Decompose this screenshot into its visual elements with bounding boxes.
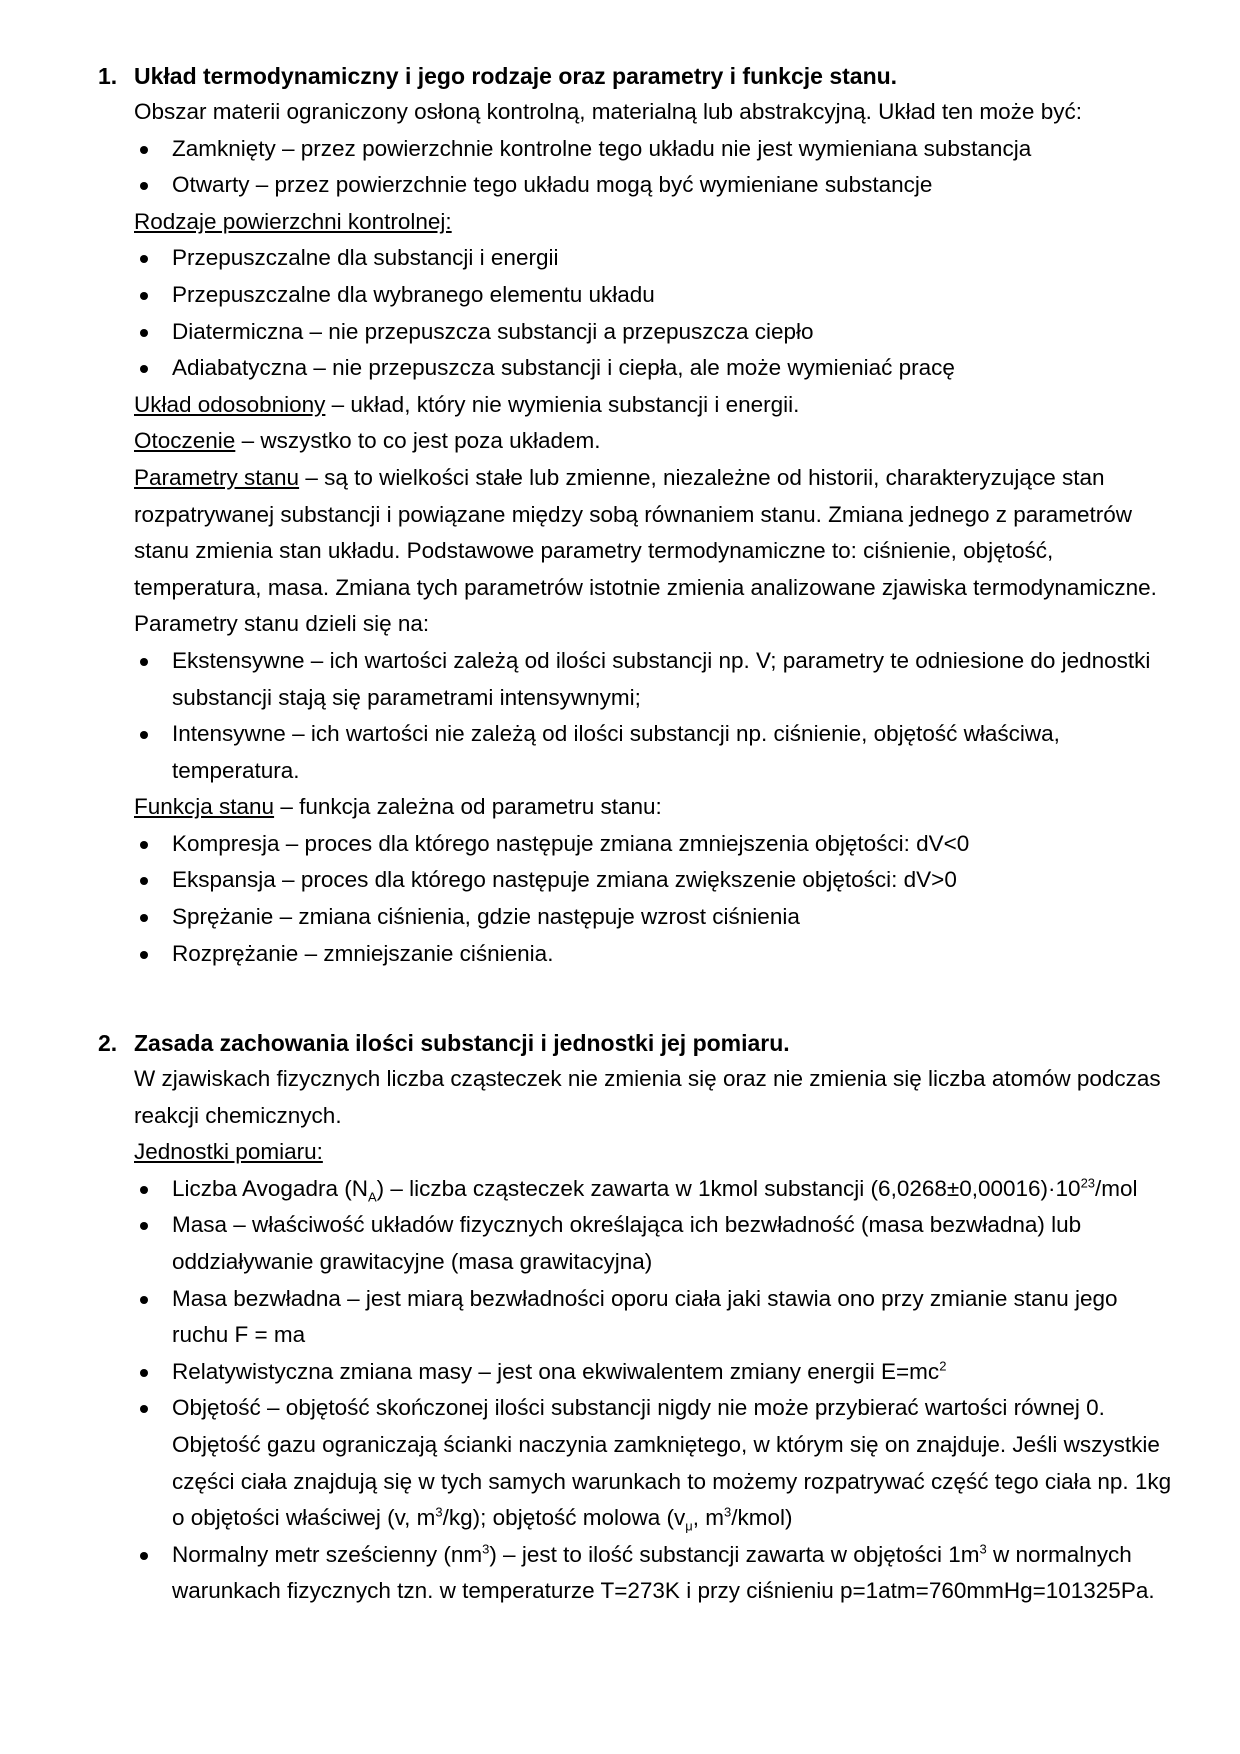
list-item: Otwarty – przez powierzchnie tego układu mogą być wymieniane substancje — [98, 167, 1178, 204]
isolated-system-definition: Układ odosobniony – układ, który nie wymienia substancji i energii. — [134, 391, 800, 417]
isolated-system-term: Układ odosobniony — [134, 391, 326, 417]
bullet-icon — [140, 658, 148, 666]
list-item: Rozprężanie – zmniejszanie ciśnienia. — [98, 936, 1178, 973]
bullet-icon — [140, 255, 148, 263]
list-item-normal-cubic-meter: Normalny metr sześcienny $(nm^3)$ – jest to ilość substancji zawarta w objętości $1m^3$ w normalnych warunkach fizycznych tzn. w temperaturze T=273K i przy ciśnieniu p=1atm=760mmHg=101325Pa. — [98, 1537, 1178, 1610]
list-item: Ekspansja – proces dla którego następuje zmiana zwiększenie objętości: dV>0 — [98, 862, 1178, 899]
list-item: Adiabatyczna – nie przepuszcza substancji i ciepła, ale może wymieniać pracę — [98, 350, 1178, 387]
units-list — [98, 1171, 1178, 1610]
state-function-definition: Funkcja stanu – funkcja zależna od parametru stanu: — [134, 794, 662, 820]
system-types-list — [98, 131, 1178, 204]
section-1-intro: Obszar materii ograniczony osłoną kontrolną, materialną lub abstrakcyjną. Układ ten może być: — [134, 99, 1082, 124]
list-item: Intensywne – ich wartości nie zależą od ilości substancji np. ciśnienie, objętość właściwa, temperatura. — [98, 716, 1178, 789]
units-heading: Jednostki pomiaru: — [134, 1139, 323, 1165]
section-1-title: Układ termodynamiczny i jego rodzaje oraz parametry i funkcje stanu. — [134, 63, 898, 89]
list-item: Sprężanie – zmiana ciśnienia, gdzie następuje wzrost ciśnienia — [98, 899, 1178, 936]
section-2-heading — [98, 1025, 1178, 1061]
list-item-inertial-mass: Masa bezwładna – jest miarą bezwładności oporu ciała jaki stawia ono przy zmianie stanu jego ruchu F = ma — [98, 1281, 1178, 1354]
bullet-icon — [140, 914, 148, 922]
state-parameters-definition: Parametry stanu – są to wielkości stałe lub zmienne, niezależne od historii, charakteryzujące stan rozpatrywanej substancji i powiązane między sobą równaniem stanu. Zmiana jednego z parametrów stanu zmienia stan układu. Podstawowe parametry termodynamiczne to: ciśnienie, objętość, temperatura, masa. Zmiana tych parametrów istotnie zmienia analizowane zjawiska termodynamiczne. Parametry stanu dzieli się na: — [134, 464, 1157, 637]
state-parameters-term: Parametry stanu — [134, 464, 300, 490]
bullet-icon — [140, 1222, 148, 1230]
section-1-number: 1. — [98, 63, 118, 89]
surfaces-heading: Rodzaje powierzchni kontrolnej: — [134, 208, 452, 234]
list-item: Przepuszczalne dla wybranego elementu układu — [98, 277, 1178, 314]
section-2 — [98, 1025, 1178, 1610]
surroundings-definition: Otoczenie – wszystko to co jest poza układem. — [134, 428, 601, 454]
bullet-icon — [140, 1369, 148, 1377]
bullet-icon — [140, 329, 148, 337]
state-function-term: Funkcja stanu — [134, 794, 275, 820]
bullet-icon — [140, 292, 148, 300]
section-1-heading — [98, 58, 1178, 94]
bullet-icon — [140, 841, 148, 849]
list-item-mass: Masa – właściwość układów fizycznych określająca ich bezwładność (masa bezwładna) lub oddziaływanie grawitacyjne (masa grawitacyjna) — [98, 1207, 1178, 1280]
list-item: Diatermiczna – nie przepuszcza substancji a przepuszcza ciepło — [98, 314, 1178, 351]
bullet-icon — [140, 1405, 148, 1413]
list-item-avogadro: Liczba Avogadra $(N_A)$ – liczba cząsteczek zawarta w 1kmol substancji $(6,0268\pm 0,00016)\cdot 10^{23}$/mol — [98, 1171, 1178, 1208]
list-item-relativistic-mass: Relatywistyczna zmiana masy – jest ona ekwiwalentem zmiany energii $E=mc^2$ — [98, 1354, 1178, 1391]
section-1 — [98, 58, 1178, 972]
surroundings-term: Otoczenie — [134, 428, 236, 454]
list-item: Zamknięty – przez powierzchnie kontrolne tego układu nie jest wymieniana substancja — [98, 131, 1178, 168]
list-item: Przepuszczalne dla substancji i energii — [98, 240, 1178, 277]
param-types-list — [98, 643, 1178, 789]
bullet-icon — [140, 146, 148, 154]
section-2-title: Zasada zachowania ilości substancji i jednostki jej pomiaru. — [134, 1030, 790, 1056]
bullet-icon — [140, 1296, 148, 1304]
bullet-icon — [140, 951, 148, 959]
bullet-icon — [140, 877, 148, 885]
bullet-icon — [140, 182, 148, 190]
bullet-icon — [140, 365, 148, 373]
bullet-icon — [140, 1186, 148, 1194]
bullet-icon — [140, 731, 148, 739]
processes-list — [98, 826, 1178, 972]
list-item: Ekstensywne – ich wartości zależą od ilości substancji np. V; parametry te odniesione do jednostki substancji stają się parametrami intensywnymi; — [98, 643, 1178, 716]
surfaces-list — [98, 240, 1178, 386]
list-item: Kompresja – proces dla którego następuje zmiana zmniejszenia objętości: dV<0 — [98, 826, 1178, 863]
section-2-intro: W zjawiskach fizycznych liczba cząsteczek nie zmienia się oraz nie zmienia się liczba atomów podczas reakcji chemicznych. — [134, 1066, 1161, 1128]
section-2-number: 2. — [98, 1030, 118, 1056]
bullet-icon — [140, 1552, 148, 1560]
list-item-volume: Objętość – objętość skończonej ilości substancji nigdy nie może przybierać wartości równej 0. Objętość gazu ograniczają ścianki naczynia zamkniętego, w którym się on znajduje. Jeśli wszystkie części ciała znajdują się w tych samych warunkach to możemy rozpatrywać część tego ciała np. 1kg o objętości właściwej (v, $m^3/kg$); objętość molowa ($v_\mu$, $m^3/kmol$) — [98, 1390, 1178, 1536]
